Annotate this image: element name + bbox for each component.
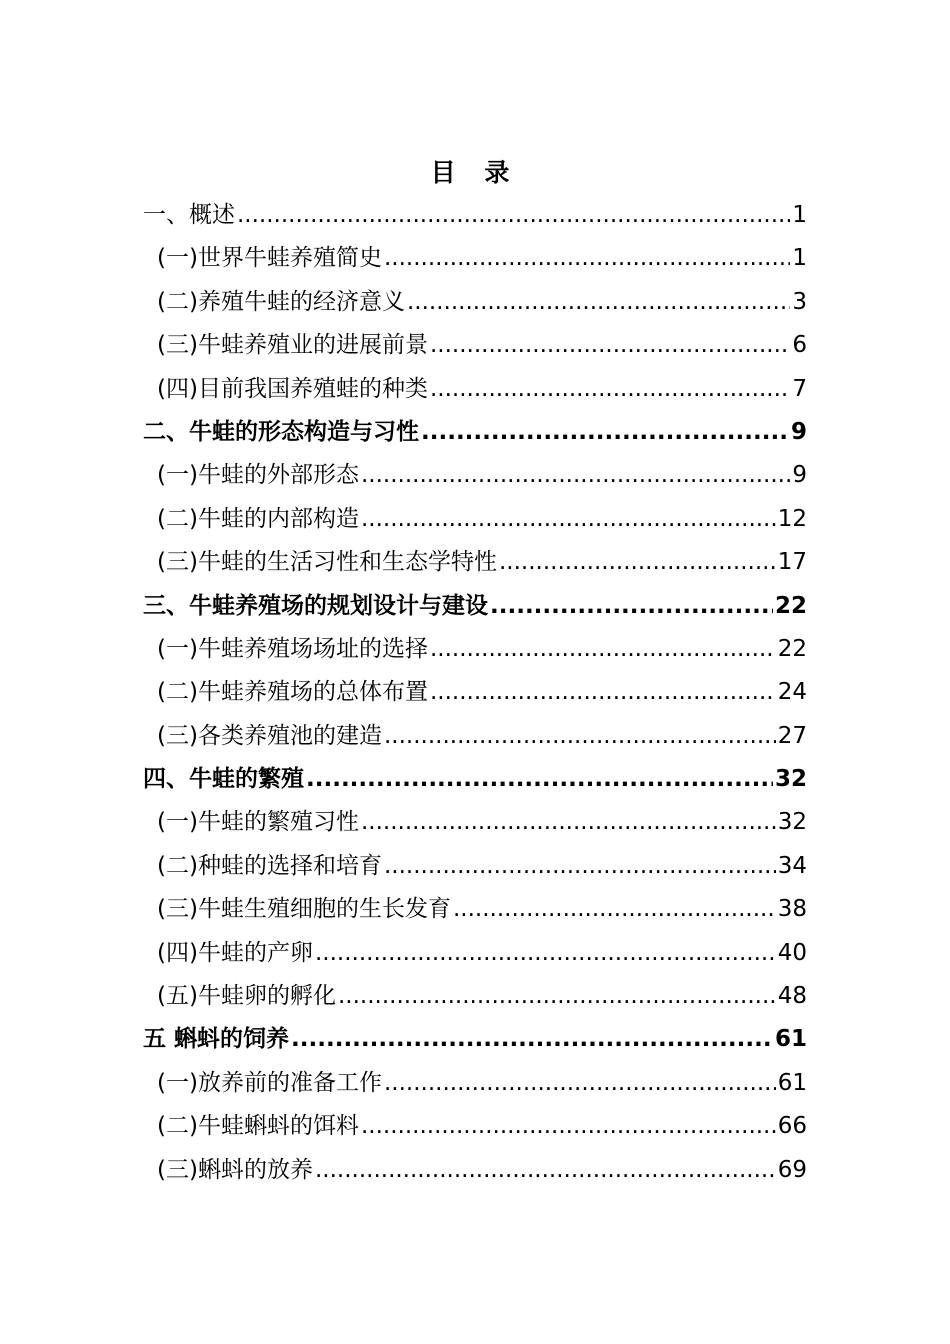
toc-page-number: 1 <box>792 245 807 272</box>
toc-page-number: 38 <box>777 896 807 923</box>
dot-leader <box>453 888 776 931</box>
toc-section-entry[interactable] <box>143 801 807 844</box>
toc-page-number: 17 <box>777 549 807 576</box>
toc-page-number: 9 <box>792 462 807 489</box>
toc-section-entry[interactable] <box>143 498 807 541</box>
toc-page-number: 32 <box>777 809 807 836</box>
toc-section-entry[interactable] <box>143 281 807 324</box>
toc-page-number: 27 <box>777 722 807 749</box>
table-of-contents <box>143 194 807 1192</box>
toc-page-number: 32 <box>774 766 807 793</box>
toc-entry-label: (四)目前我国养殖蛙的种类 <box>157 375 428 402</box>
dot-leader <box>430 671 776 714</box>
toc-entry-label: (三)各类养殖池的建造 <box>157 722 382 749</box>
dot-leader <box>384 715 776 758</box>
toc-entry-label: (一)牛蛙养殖场场址的选择 <box>157 635 428 662</box>
toc-section-entry[interactable] <box>143 845 807 888</box>
toc-page-number: 34 <box>777 852 807 879</box>
dot-leader <box>361 801 776 844</box>
toc-page-number: 61 <box>774 1026 807 1053</box>
dot-leader <box>490 585 773 628</box>
toc-chapter-entry[interactable] <box>143 411 807 454</box>
toc-chapter-entry[interactable] <box>143 1018 807 1061</box>
toc-entry-label: (三)蝌蚪的放养 <box>157 1156 313 1183</box>
toc-title: 目 录 <box>430 158 520 187</box>
toc-entry-label: (三)牛蛙生殖细胞的生长发育 <box>157 896 451 923</box>
toc-page-number: 6 <box>792 332 807 359</box>
toc-page-number: 48 <box>777 983 807 1010</box>
toc-section-entry[interactable] <box>143 628 807 671</box>
toc-entry-label: (一)世界牛蛙养殖简史 <box>157 245 382 272</box>
dot-leader <box>291 1018 773 1061</box>
toc-page-number: 22 <box>777 635 807 662</box>
toc-entry-label: (三)牛蛙养殖业的进展前景 <box>157 332 428 359</box>
toc-entry-label: 四、牛蛙的繁殖 <box>143 766 304 793</box>
dot-leader <box>430 628 776 671</box>
toc-entry-label: (一)放养前的准备工作 <box>157 1069 382 1096</box>
toc-section-entry[interactable] <box>143 1149 807 1192</box>
toc-page-number: 24 <box>777 679 807 706</box>
toc-entry-label: (五)牛蛙卵的孵化 <box>157 983 336 1010</box>
toc-entry-label: (二)牛蛙蝌蚪的饵料 <box>157 1113 359 1140</box>
dot-leader <box>384 845 776 888</box>
dot-leader <box>315 1149 776 1192</box>
toc-section-entry[interactable] <box>143 237 807 280</box>
dot-leader <box>430 324 790 367</box>
toc-entry-label: 二、牛蛙的形态构造与习性 <box>143 418 419 445</box>
toc-entry-label: 一、概述 <box>143 202 235 228</box>
toc-entry-label: (二)牛蛙的内部构造 <box>157 505 359 532</box>
dot-leader <box>407 281 790 324</box>
toc-page-number: 12 <box>777 505 807 532</box>
toc-entry-label: (一)牛蛙的外部形态 <box>157 462 359 489</box>
toc-entry-label: (一)牛蛙的繁殖习性 <box>157 809 359 836</box>
toc-section-entry[interactable] <box>143 975 807 1018</box>
toc-section-entry[interactable] <box>143 541 807 584</box>
dot-leader <box>430 368 790 411</box>
toc-section-entry[interactable] <box>143 888 807 931</box>
toc-page-number: 61 <box>777 1069 807 1096</box>
dot-leader <box>315 932 776 975</box>
toc-section-entry[interactable] <box>143 715 807 758</box>
dot-leader <box>361 454 790 497</box>
toc-section-entry[interactable] <box>143 1105 807 1148</box>
toc-entry-label: 三、牛蛙养殖场的规划设计与建设 <box>143 592 488 619</box>
dot-leader <box>237 194 790 237</box>
dot-leader <box>384 1062 776 1105</box>
toc-page-number: 69 <box>777 1156 807 1183</box>
dot-leader <box>384 237 790 280</box>
toc-entry-label: (四)牛蛙的产卵 <box>157 939 313 966</box>
toc-page-number: 9 <box>790 418 807 445</box>
toc-section-entry[interactable] <box>143 671 807 714</box>
dot-leader <box>361 1105 776 1148</box>
dot-leader <box>306 758 773 801</box>
toc-page-number: 22 <box>774 592 807 619</box>
toc-chapter-entry[interactable] <box>143 194 807 237</box>
dot-leader <box>338 975 776 1018</box>
toc-entry-label: (二)养殖牛蛙的经济意义 <box>157 288 405 315</box>
dot-leader <box>361 498 776 541</box>
toc-page-number: 66 <box>777 1113 807 1140</box>
toc-section-entry[interactable] <box>143 368 807 411</box>
toc-section-entry[interactable] <box>143 454 807 497</box>
toc-entry-label: (三)牛蛙的生活习性和生态学特性 <box>157 549 497 576</box>
toc-entry-label: 五 蝌蚪的饲养 <box>143 1026 290 1053</box>
toc-section-entry[interactable] <box>143 324 807 367</box>
toc-section-entry[interactable] <box>143 932 807 975</box>
dot-leader <box>499 541 776 584</box>
toc-entry-label: (二)种蛙的选择和培育 <box>157 852 382 879</box>
toc-chapter-entry[interactable] <box>143 585 807 628</box>
toc-chapter-entry[interactable] <box>143 758 807 801</box>
toc-page-number: 1 <box>792 202 807 228</box>
toc-page-number: 40 <box>777 939 807 966</box>
toc-entry-label: (二)牛蛙养殖场的总体布置 <box>157 679 428 706</box>
toc-page-number: 3 <box>792 288 807 315</box>
toc-section-entry[interactable] <box>143 1062 807 1105</box>
dot-leader <box>421 411 789 454</box>
toc-page-number: 7 <box>792 375 807 402</box>
